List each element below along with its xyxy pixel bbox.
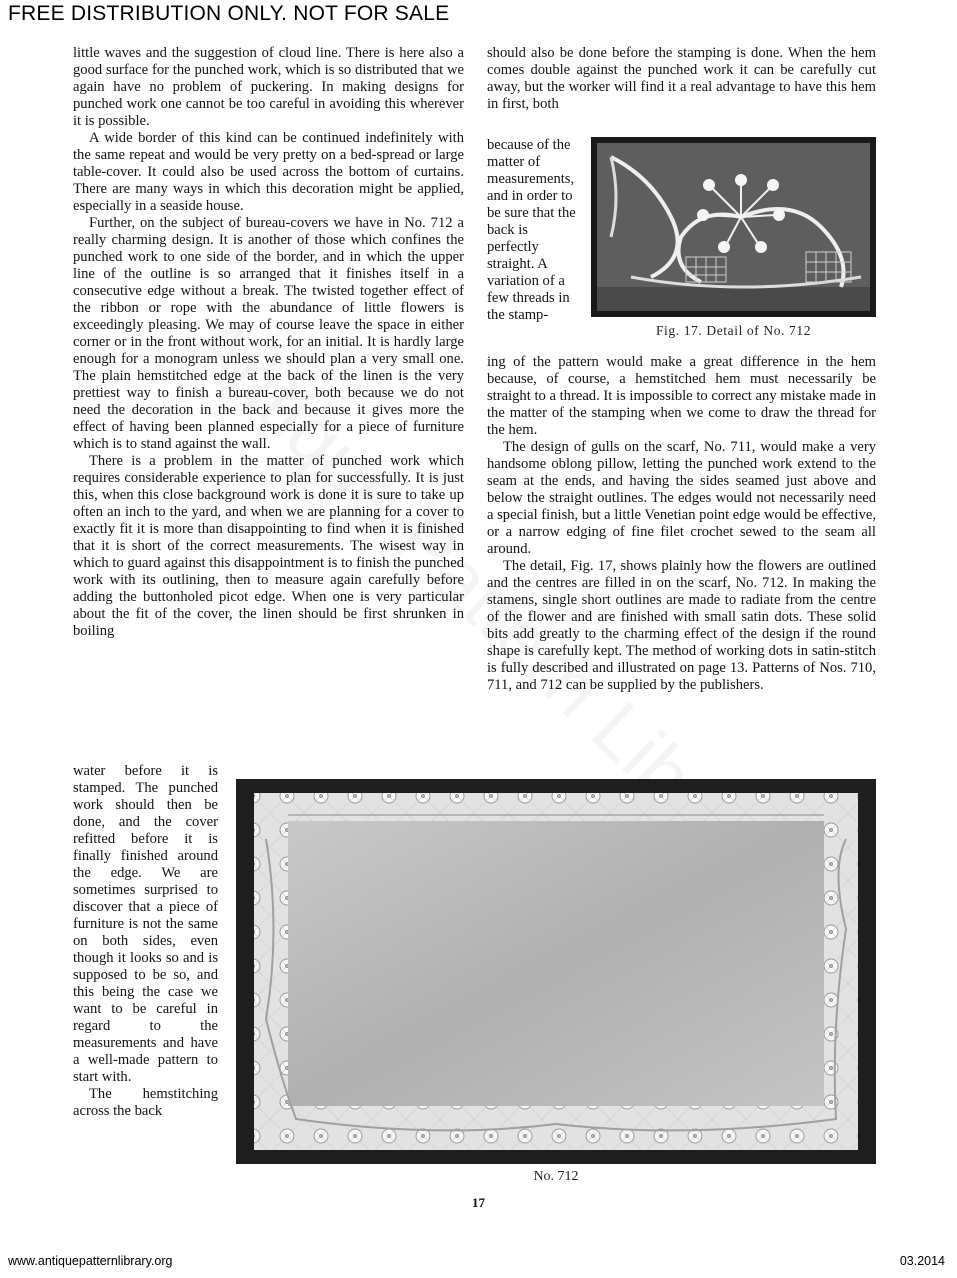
paragraph: The design of gulls on the scarf, No. 711, would make a very handsome oblong pillow, letting the punched work extend to the seam at the ends, and having the sides seamed just above and below the straight outlines. The edges would not necessarily need a special finish, but a little Venetian point edge would be effective, or a narrow edging of fine filet crochet sewed to the seam all around. [487, 439, 876, 557]
paragraph: should also be done before the stamping is done. When the hem comes double against the punched work it can be carefully cut away, but the worker will find it a real advantage to have this hem in first, both [487, 45, 876, 112]
paragraph: because of the matter of measurements, and in order to be sure that the back is perfectly straight. A variation of a few threads in the stamp- [487, 137, 576, 323]
paragraph: Further, on the subject of bureau-covers we have in No. 712 a really charming design. It is another of those which confines the punched work to one side of the border, and in which the upper line of the outline is so arranged that it finishes itself in a consecutive edge without a break. The twisted together effect of the ribbon or rope with the abundance of little flowers is exceedingly pleasing. We may of course leave the space in either corner or in the front without work, for an initial. It is hardly large enough for a monogram unless we should plan a very small one. The plain hemstitched edge at the back of the linen is the very prettiest way to finish a bureau-cover, both because we do not need the decoration in the back and because it gives more the effect of having been planned especially for a piece of furniture which is to stand against the wall. [73, 215, 464, 452]
paragraph: ing of the pattern would make a great difference in the hem because, of course, a hemstitched hem must necessarily be straight to a thread. It is impossible to correct any mistake made in the matter of the stamping when we come to draw the thread for the hem. [487, 354, 876, 438]
fig17-caption: Fig. 17. Detail of No. 712 [655, 323, 812, 338]
distribution-banner: FREE DISTRIBUTION ONLY. NOT FOR SALE [8, 2, 450, 25]
page-number: 17 [472, 1195, 485, 1210]
fig712-cover-photo [236, 779, 876, 1164]
fig712-caption: No. 712 [533, 1169, 579, 1184]
paragraph: little waves and the suggestion of cloud line. There is here also a good surface for the punched work, which is so distributed that we again have no problem of puckering. In making designs for punched work one cannot be too careful in avoiding this wherever it is possible. [73, 45, 464, 129]
footer-date: 03.2014 [899, 1254, 945, 1268]
paragraph: The hemstitching across the back [73, 1086, 218, 1119]
left-column [73, 45, 464, 640]
paragraph: water before it is stamped. The punched work should then be done, and the cover refitted before it is finally finished around the edge. We are sometimes surprised to discover that a piece of furniture is not the same on both sides, even though it looks so and is supposed to be so, and this being the case we want to be careful in regard to the measurements and have a well-made pattern to start with. [73, 763, 218, 1085]
paragraph: There is a problem in the matter of punched work which requires considerable experience to plan for successfully. It is just this, when this close background work is done it is sure to take up often an inch to the yard, and when we are planning for a cover to exactly fit it is more than disappointing to find when it is finished that it is short of the correct measurements. The wisest way in which to guard against this disappointment is to finish the punched work with its outlining, then to measure again carefully before adding the buttonholed picot edge. When one is very particular about the fit of the cover, the linen should be first shrunken in boiling [73, 453, 464, 639]
fig17-detail-photo [591, 137, 876, 317]
right-column-bottom [487, 354, 876, 694]
right-narrow-column [487, 137, 577, 324]
right-column-top [487, 45, 876, 113]
paragraph: A wide border of this kind can be continued indefinitely with the same repeat and would be very pretty on a bed-spread or large table-cover. It could also be used across the bottom of curtains. There are many ways in which this decoration might be applied, especially in a seaside house. [73, 130, 464, 214]
footer-url[interactable]: www.antiquepatternlibrary.org [8, 1254, 173, 1268]
left-narrow-column [73, 763, 218, 1120]
paragraph: The detail, Fig. 17, shows plainly how the flowers are outlined and the centres are filled in on the scarf, No. 712. In making the stamens, single short outlines are made to radiate from the centre of the flower and are finished with small satin dots. These solid bits add greatly to the charming effect of the design if the round shape is carefully kept. The method of working dots in satin-stitch is fully described and illustrated on page 13. Patterns of Nos. 710, 711, and 712 can be supplied by the publishers. [487, 558, 876, 693]
